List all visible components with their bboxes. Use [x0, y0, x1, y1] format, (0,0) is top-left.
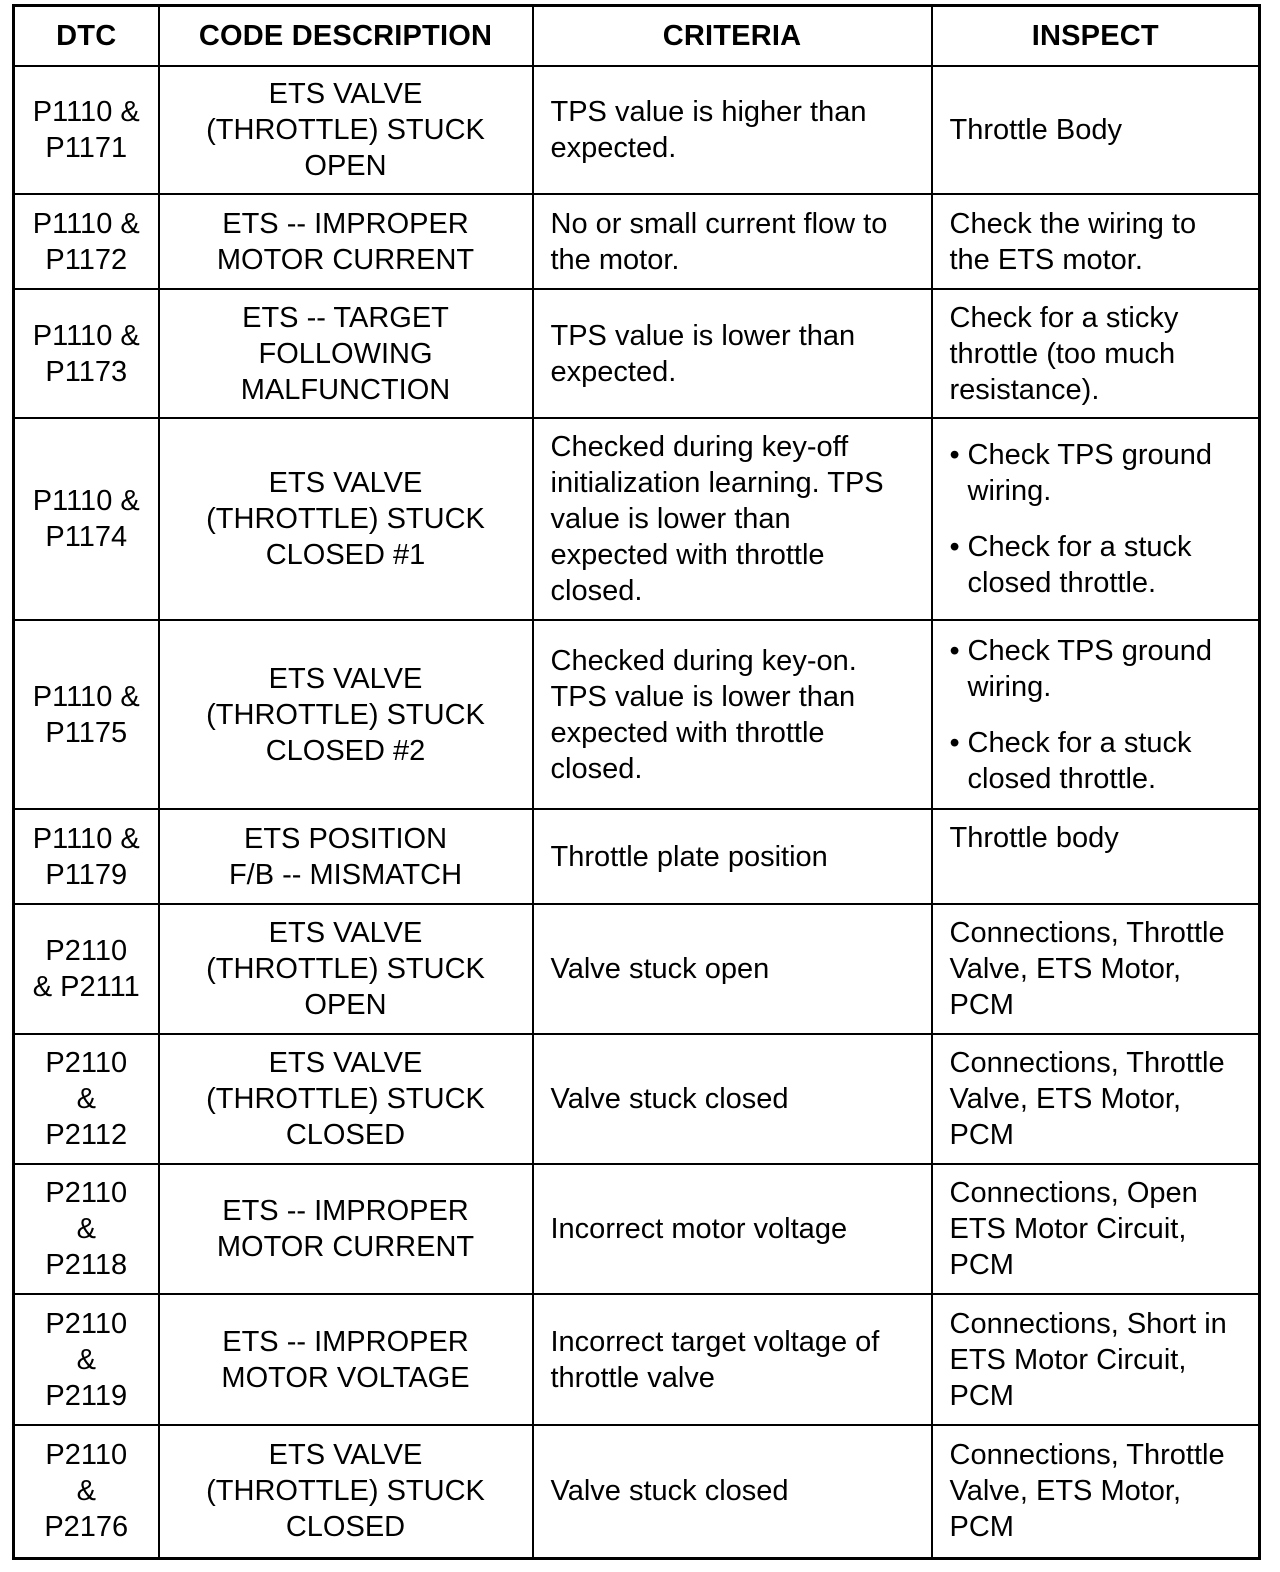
cell-line: TPS value is higher than — [550, 96, 867, 128]
cell-line: CLOSED — [285, 1511, 406, 1544]
cell-line: expected. — [550, 132, 677, 164]
code-description-cell — [159, 809, 533, 904]
cell-line: (THROTTLE) STUCK — [206, 1475, 485, 1508]
cell-line: the ETS motor. — [949, 243, 1143, 276]
cell-line: P1172 — [45, 243, 128, 276]
criteria-cell — [533, 66, 932, 194]
inspect-bullet-item — [950, 437, 1242, 509]
cell-line: P2110 — [45, 1047, 128, 1079]
inspect-cell — [932, 418, 1260, 620]
cell-line: MALFUNCTION — [240, 373, 451, 406]
table-body — [14, 66, 1260, 1558]
criteria-cell — [533, 418, 932, 620]
header-criteria: CRITERIA — [533, 6, 932, 67]
code-description-cell — [159, 1034, 533, 1164]
cell-line: P2119 — [45, 1379, 128, 1412]
inspect-bullet-list — [950, 437, 1242, 601]
criteria-cell — [533, 1034, 932, 1164]
table-row — [14, 1034, 1260, 1164]
cell-line: PCM — [949, 1511, 1014, 1544]
code-description-cell — [159, 194, 533, 289]
cell-line: P1110 & — [32, 96, 140, 128]
cell-line: ETS VALVE — [268, 1439, 423, 1472]
cell-line: ETS -- TARGET — [242, 301, 449, 334]
header-dtc: DTC — [14, 6, 159, 67]
cell-line: the motor. — [550, 243, 680, 276]
table-row — [14, 1294, 1260, 1425]
cell-line: ETS VALVE — [268, 78, 423, 110]
cell-line: P2118 — [45, 1249, 128, 1281]
cell-line: (THROTTLE) STUCK — [206, 953, 485, 985]
cell-line: P1110 & — [32, 485, 140, 517]
cell-line: ETS VALVE — [268, 662, 423, 695]
cell-line: CLOSED — [285, 1119, 406, 1151]
cell-line: Incorrect target voltage of — [550, 1325, 880, 1358]
table-row — [14, 194, 1260, 289]
cell-line: CLOSED #2 — [265, 734, 426, 767]
criteria-cell — [533, 1425, 932, 1558]
inspect-cell — [932, 1425, 1260, 1558]
cell-line: • Check TPS ground — [967, 439, 1212, 471]
cell-line: ETS VALVE — [268, 1047, 423, 1079]
cell-line: Throttle plate position — [550, 840, 828, 873]
dtc-cell — [14, 1034, 159, 1164]
dtc-cell — [14, 194, 159, 289]
cell-line: expected. — [550, 355, 677, 388]
cell-line: ETS VALVE — [268, 467, 423, 499]
code-description-cell — [159, 66, 533, 194]
cell-line: (THROTTLE) STUCK — [206, 1083, 485, 1115]
cell-line: Check for a sticky — [949, 301, 1179, 334]
cell-line: P1171 — [45, 132, 128, 164]
table-row — [14, 904, 1260, 1034]
dtc-cell — [14, 620, 159, 809]
cell-line: ETS -- IMPROPER — [222, 1325, 469, 1358]
cell-line: Valve, ETS Motor, — [949, 953, 1182, 985]
cell-line: ETS -- IMPROPER — [222, 1195, 469, 1227]
code-description-cell — [159, 289, 533, 418]
cell-line: P2112 — [45, 1119, 128, 1151]
cell-line: (THROTTLE) STUCK — [206, 698, 485, 731]
criteria-cell — [533, 1164, 932, 1294]
cell-line: OPEN — [304, 150, 387, 182]
code-description-cell — [159, 418, 533, 620]
cell-line: P2110 — [45, 1177, 128, 1209]
inspect-bullet-item — [950, 529, 1242, 601]
cell-line: P1110 & — [32, 822, 140, 855]
cell-line: P1110 & — [32, 680, 140, 713]
inspect-cell — [932, 1034, 1260, 1164]
cell-line: ETS POSITION — [243, 822, 448, 855]
cell-line: ETS Motor Circuit, — [949, 1213, 1187, 1245]
inspect-cell — [932, 66, 1260, 194]
cell-line: Valve stuck closed — [550, 1475, 789, 1508]
cell-line: MOTOR CURRENT — [216, 1231, 475, 1263]
inspect-bullet-item — [950, 633, 1242, 705]
criteria-cell — [533, 194, 932, 289]
cell-line: Incorrect motor voltage — [550, 1213, 848, 1245]
code-description-cell — [159, 1164, 533, 1294]
header-code-description: CODE DESCRIPTION — [159, 6, 533, 67]
table-row — [14, 620, 1260, 809]
cell-line: Checked during key-on. — [550, 644, 857, 677]
code-description-cell — [159, 1294, 533, 1425]
cell-line: • Check for a stuck — [967, 726, 1192, 759]
cell-line: P2110 — [45, 935, 128, 967]
dtc-cell — [14, 1294, 159, 1425]
inspect-cell — [932, 1294, 1260, 1425]
cell-line: & — [76, 1083, 96, 1115]
cell-line: expected with throttle — [550, 716, 825, 749]
cell-line: value is lower than — [550, 503, 791, 535]
cell-line: Valve stuck closed — [550, 1083, 789, 1115]
inspect-cell — [932, 809, 1260, 904]
cell-line: & — [76, 1475, 96, 1508]
cell-line: resistance). — [949, 373, 1100, 406]
cell-line: No or small current flow to — [550, 207, 888, 240]
cell-line: MOTOR CURRENT — [216, 243, 475, 276]
dtc-cell — [14, 904, 159, 1034]
cell-line: throttle (too much — [949, 337, 1176, 370]
cell-line: P2110 — [45, 1439, 128, 1472]
cell-line: CLOSED #1 — [265, 539, 426, 571]
cell-line: PCM — [949, 989, 1014, 1021]
inspect-bullet-list — [950, 633, 1242, 797]
inspect-cell — [932, 194, 1260, 289]
inspect-bullet-item — [950, 725, 1242, 797]
dtc-cell — [14, 1164, 159, 1294]
cell-line: Connections, Throttle — [949, 1047, 1225, 1079]
cell-line: P1110 & — [32, 319, 140, 352]
table-row — [14, 809, 1260, 904]
header-row — [14, 6, 1260, 67]
cell-line: closed. — [550, 575, 643, 607]
cell-line: throttle valve — [550, 1361, 715, 1394]
cell-line: wiring. — [967, 670, 1052, 703]
cell-line: P2176 — [44, 1511, 129, 1544]
cell-line: Connections, Short in — [949, 1307, 1227, 1340]
cell-line: & — [76, 1213, 96, 1245]
cell-line: ETS -- IMPROPER — [222, 207, 469, 240]
header-inspect: INSPECT — [932, 6, 1260, 67]
cell-line: P1179 — [45, 858, 128, 891]
code-description-cell — [159, 620, 533, 809]
cell-line: P2110 — [45, 1307, 128, 1340]
dtc-cell — [14, 418, 159, 620]
inspect-cell — [932, 289, 1260, 418]
cell-line: Valve, ETS Motor, — [949, 1475, 1182, 1508]
cell-line: & — [76, 1343, 96, 1376]
cell-line: MOTOR VOLTAGE — [221, 1361, 470, 1394]
cell-line: P1174 — [45, 521, 128, 553]
cell-line: P1175 — [45, 716, 128, 749]
cell-line: initialization learning. TPS — [550, 467, 884, 499]
cell-line: P1173 — [45, 355, 128, 388]
cell-line: Checked during key-off — [550, 431, 849, 463]
criteria-cell — [533, 1294, 932, 1425]
table-row — [14, 289, 1260, 418]
criteria-cell — [533, 620, 932, 809]
cell-line: • Check for a stuck — [967, 531, 1192, 563]
cell-line: closed throttle. — [967, 567, 1157, 599]
cell-line: F/B -- MISMATCH — [228, 858, 463, 891]
criteria-cell — [533, 904, 932, 1034]
cell-line: PCM — [949, 1379, 1014, 1412]
cell-line: (THROTTLE) STUCK — [206, 503, 485, 535]
criteria-cell — [533, 289, 932, 418]
dtc-cell — [14, 66, 159, 194]
cell-line: Connections, Throttle — [949, 1439, 1225, 1472]
cell-line: TPS value is lower than — [550, 680, 856, 713]
inspect-cell — [932, 620, 1260, 809]
cell-line: Connections, Open — [949, 1177, 1198, 1209]
cell-line: wiring. — [967, 475, 1052, 507]
table-row — [14, 1164, 1260, 1294]
cell-line: FOLLOWING — [258, 337, 433, 370]
cell-line: P1110 & — [32, 207, 140, 240]
code-description-cell — [159, 904, 533, 1034]
cell-line: PCM — [949, 1249, 1014, 1281]
cell-line: closed throttle. — [967, 762, 1157, 795]
cell-line: Throttle Body — [949, 114, 1122, 146]
cell-line: (THROTTLE) STUCK — [206, 114, 485, 146]
cell-line: Connections, Throttle — [949, 917, 1225, 949]
cell-line: Valve stuck open — [550, 953, 770, 985]
cell-line: Throttle body — [949, 822, 1119, 854]
cell-line: expected with throttle — [550, 539, 825, 571]
cell-line: • Check TPS ground — [967, 634, 1212, 667]
table-row — [14, 66, 1260, 194]
dtc-cell — [14, 1425, 159, 1558]
inspect-cell — [932, 1164, 1260, 1294]
criteria-cell — [533, 809, 932, 904]
dtc-cell — [14, 809, 159, 904]
table-row — [14, 418, 1260, 620]
table-row — [14, 1425, 1260, 1558]
cell-line: OPEN — [304, 989, 387, 1021]
cell-line: closed. — [550, 752, 643, 785]
dtc-cell — [14, 289, 159, 418]
code-description-cell — [159, 1425, 533, 1558]
cell-line: ETS VALVE — [268, 917, 423, 949]
cell-line: Valve, ETS Motor, — [949, 1083, 1182, 1115]
inspect-cell — [932, 904, 1260, 1034]
cell-line: & P2111 — [32, 971, 140, 1003]
cell-line: ETS Motor Circuit, — [949, 1343, 1187, 1376]
cell-line: TPS value is lower than — [550, 319, 856, 352]
cell-line: PCM — [949, 1119, 1014, 1151]
cell-line: Check the wiring to — [949, 207, 1197, 240]
dtc-table — [12, 4, 1261, 1560]
